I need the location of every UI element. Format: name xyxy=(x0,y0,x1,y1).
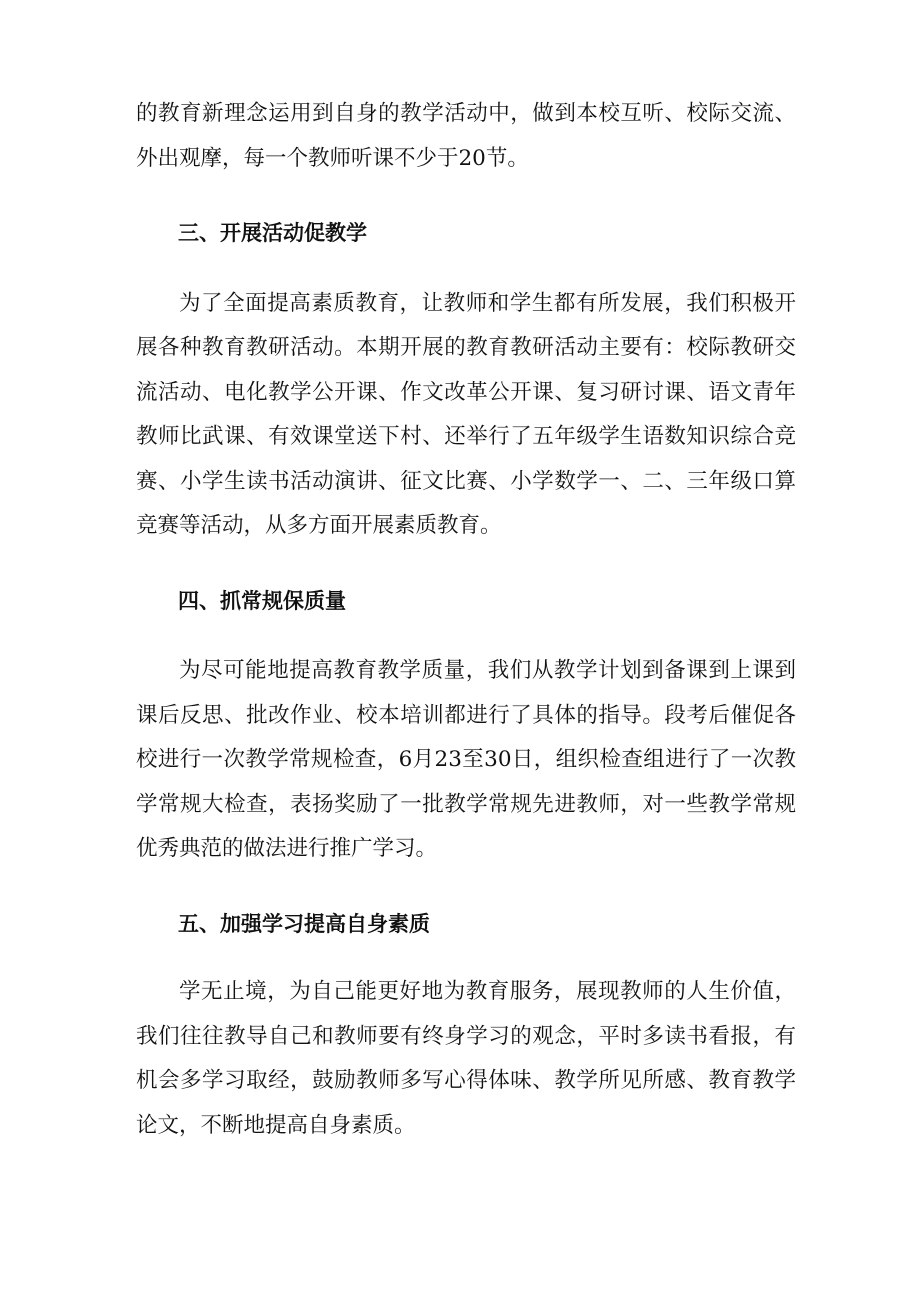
spacer xyxy=(136,549,796,579)
spacer xyxy=(136,256,796,282)
spacer xyxy=(136,181,796,211)
spacer xyxy=(136,623,796,649)
section-4-heading: 四、抓常规保质量 xyxy=(178,588,346,613)
intro-paragraph: 的教育新理念运用到自身的教学活动中，做到本校互听、校际交流、外出观摩，每一个教师听课不少于20节。 xyxy=(136,101,796,171)
section-5-heading: 五、加强学习提高自身素质 xyxy=(178,911,430,936)
section-5-paragraph: 学无止境，为自己能更好地为教育服务，展现教师的人生价值，我们往往教导自己和教师要有终身学习的观念，平时多读书看报，有机会多学习取经，鼓励教师多写心得体味、教学所见所感、教育教学论文，不断地提高自身素质。 xyxy=(136,979,796,1138)
section-4-paragraph: 为尽可能地提高教育教学质量，我们从教学计划到备课到上课到课后反思、批改作业、校本培训都进行了具体的指导。段考后催促各校进行一次教学常规检查，6月23至30日，组织检查组进行了一次教学常规大检查，表扬奖励了一批教学常规先进教师，对一些教学常规优秀典范的做法进行推广学习。 xyxy=(136,658,796,861)
section-3-heading: 三、开展活动促教学 xyxy=(178,221,367,245)
spacer xyxy=(136,872,796,902)
document-body xyxy=(136,92,796,1148)
section-3-paragraph: 为了全面提高素质教育，让教师和学生都有所发展，我们积极开展各种教育教研活动。本期开展的教育教研活动主要有：校际教研交流活动、电化教学公开课、作文改革公开课、复习研讨课、语文青年教师比武课、有效课堂送下村、还举行了五年级学生语数知识综合竞赛、小学生读书活动演讲、征文比赛、小学数学一、二、三年级口算竞赛等活动，从多方面开展素质教育。 xyxy=(136,290,796,538)
spacer xyxy=(136,946,796,970)
